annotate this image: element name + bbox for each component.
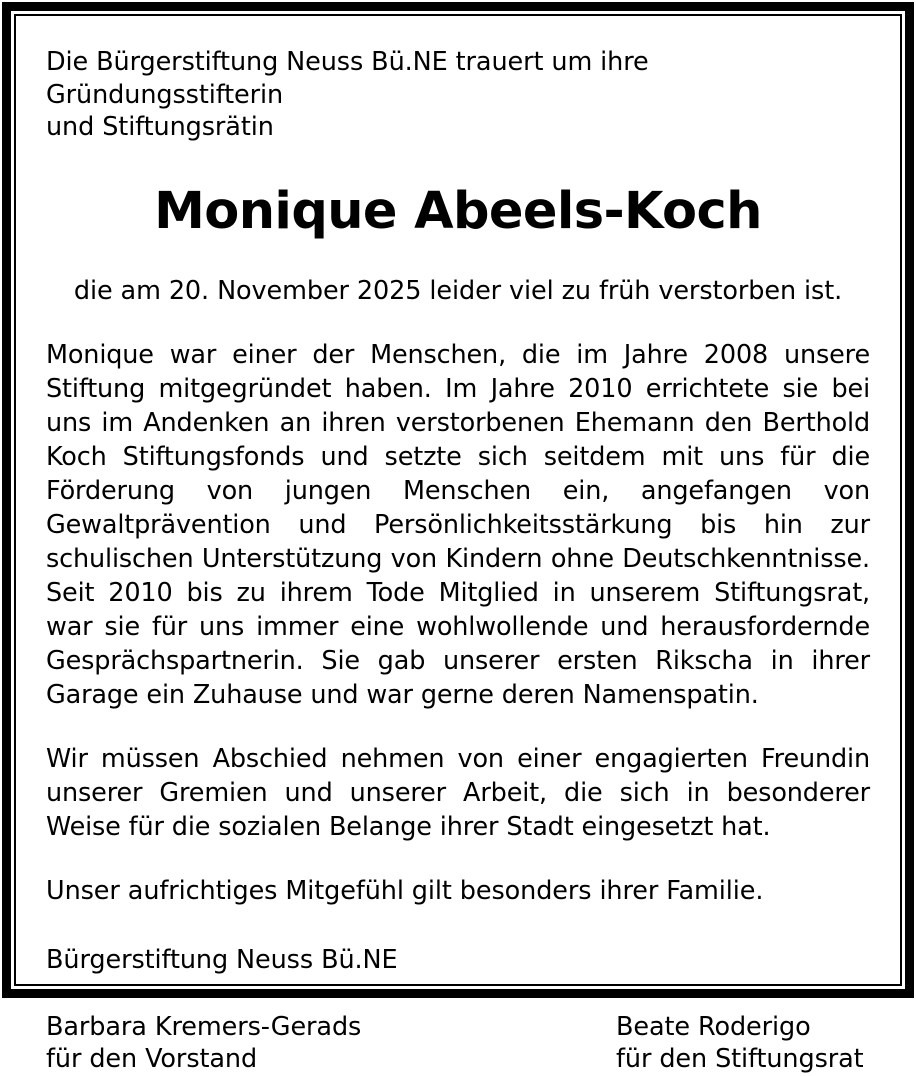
signatory-role: für den Vorstand bbox=[46, 1044, 258, 1075]
notice-content bbox=[16, 16, 900, 1075]
signatory-name: Barbara Kremers-Gerads bbox=[46, 1011, 362, 1042]
signatory-stiftungsrat bbox=[616, 1011, 870, 1076]
eulogy-paragraph-1: Monique war einer der Menschen, die im Jahre 2008 unsere Stiftung mitgegründet haben. Im Jahre 2010 errichtete sie bei uns im Andenken an ihren verstorbenen Ehemann den Berthold Koch Stiftungsfonds und setzte sich seitdem mit uns für die Förderung von jungen Menschen ein, angefangen von Gewaltprävention und Persönlichkeitsstärkung bis hin zur schulischen Unterstützung von Kindern ohne Deutschkenntnisse. Seit 2010 bis zu ihrem Tode Mitglied in unserem Stiftungsrat, war sie für uns immer eine wohlwollende und herausfordernde Gesprächspartnerin. Sie gab unserer ersten Rikscha in ihrer Garage ein Zuhause und war gerne deren Namenspatin. bbox=[46, 339, 870, 711]
signatory-name: Beate Roderigo bbox=[616, 1011, 811, 1042]
intro-line-1: Die Bürgerstiftung Neuss Bü.NE trauert um ihre Gründungsstifterin bbox=[46, 47, 649, 110]
intro-line-2: und Stiftungsrätin bbox=[46, 112, 274, 143]
deceased-name: Monique Abeels-Koch bbox=[154, 181, 762, 241]
intro-text bbox=[46, 46, 870, 144]
condolence-text: Unser aufrichtiges Mitgefühl gilt besonders ihrer Familie. bbox=[46, 876, 764, 907]
signatories-block bbox=[46, 1011, 870, 1076]
signatory-vorstand bbox=[46, 1011, 616, 1076]
death-date-line: die am 20. November 2025 leider viel zu früh verstorben ist. bbox=[73, 275, 843, 306]
signatory-role: für den Stiftungsrat bbox=[616, 1044, 864, 1075]
eulogy-paragraph-2: Wir müssen Abschied nehmen von einer engagierten Freundin unserer Gremien und unserer Arbeit, die sich in besonderer Weise für die sozialen Belange ihrer Stadt eingesetzt hat. bbox=[46, 744, 870, 843]
organization-name: Bürgerstiftung Neuss Bü.NE bbox=[46, 945, 398, 976]
